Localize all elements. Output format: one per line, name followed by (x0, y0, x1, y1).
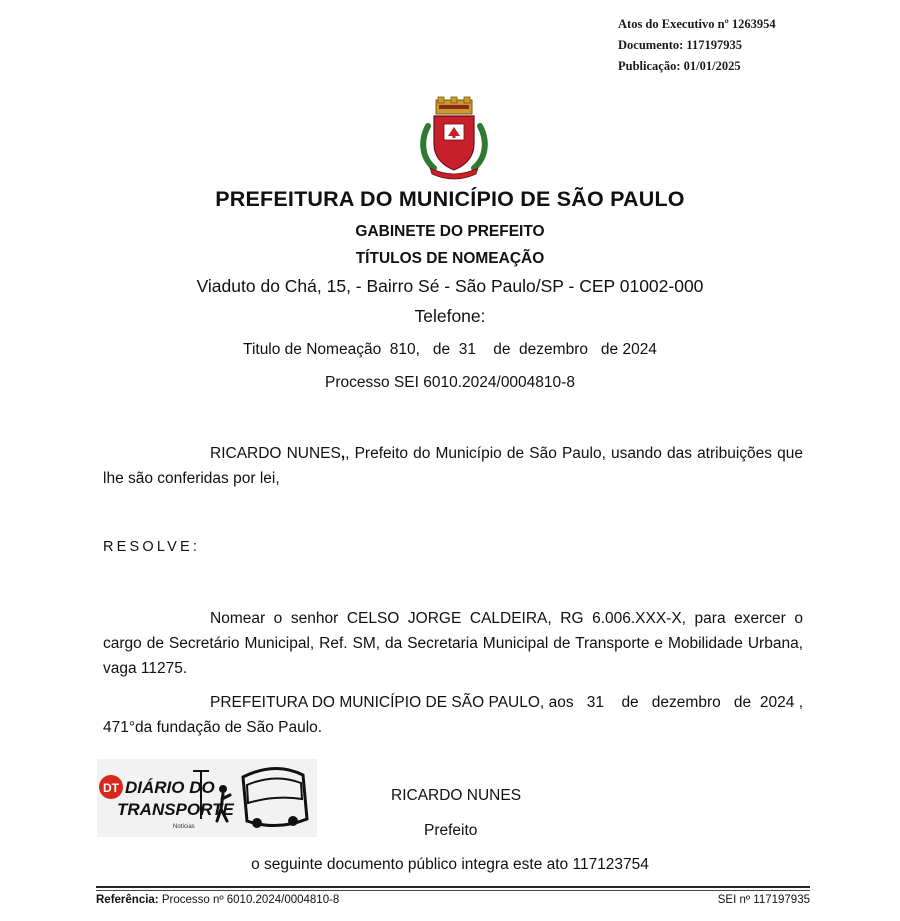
document-number: Documento: 117197935 (618, 38, 742, 52)
publication-metadata (618, 14, 776, 77)
footer-reference (96, 894, 339, 906)
mayor-name: RICARDO NUNES (210, 445, 341, 462)
municipality-title: PREFEITURA DO MUNICÍPIO DE SÃO PAULO (215, 187, 685, 211)
integrity-note: o seguinte documento público integra este ato 117123754 (251, 856, 649, 873)
sao-paulo-coat-of-arms-icon (418, 96, 490, 180)
logo-graphic (97, 759, 317, 837)
footer-rule (96, 886, 810, 888)
signatory-name: RICARDO NUNES (391, 787, 522, 804)
logo-badge: DT (103, 781, 119, 795)
office-name: GABINETE DO PREFEITO (355, 223, 545, 240)
intro-text: , Prefeito do Município de São Paulo, usando das atribuições que lhe são conferidas por lei, (103, 445, 803, 487)
reference-label: Referência: (96, 894, 159, 906)
logo-line1: DIÁRIO DO (125, 778, 215, 797)
closing-paragraph: PREFEITURA DO MUNICÍPIO DE SÃO PAULO, aos 31 de dezembro de 2024 , 471°da fundação de São Paulo. (103, 694, 808, 736)
logo-tag: Notícias (173, 824, 195, 830)
intro-paragraph: RICARDO NUNES,, Prefeito do Município de São Paulo, usando das atribuições que lhe são conferidas por lei, (103, 445, 803, 487)
publication-date: Publicação: 01/01/2025 (618, 59, 741, 73)
diario-do-transporte-logo (97, 759, 317, 837)
resolve-heading: RESOLVE: (103, 539, 201, 555)
address-line: Viaduto do Chá, 15, - Bairro Sé - São Paulo/SP - CEP 01002-000 (196, 276, 704, 296)
phone-line: Telefone: (414, 306, 486, 326)
reference-value: Processo nº 6010.2024/0004810-8 (158, 894, 340, 906)
logo-line2: TRANSPORTE (117, 800, 234, 819)
footer-sei-number: SEI nº 117197935 (717, 894, 810, 906)
acts-number: Atos do Executivo nº 1263954 (618, 17, 776, 31)
nomination-paragraph: Nomear o senhor CELSO JORGE CALDEIRA, RG 6.006.XXX-X, para exercer o cargo de Secretário Municipal, Ref. SM, da Secretaria Municipal de Transporte e Mobilidade Urbana, vaga 11275. (103, 610, 803, 677)
section-title: TÍTULOS DE NOMEAÇÃO (355, 250, 545, 267)
process-number: Processo SEI 6010.2024/0004810-8 (325, 374, 575, 391)
footer-rule-thin (96, 890, 810, 891)
signatory-role: Prefeito (424, 822, 478, 839)
nomination-title-line: Titulo de Nomeação 810, de 31 de dezembro de 2024 (243, 341, 657, 358)
